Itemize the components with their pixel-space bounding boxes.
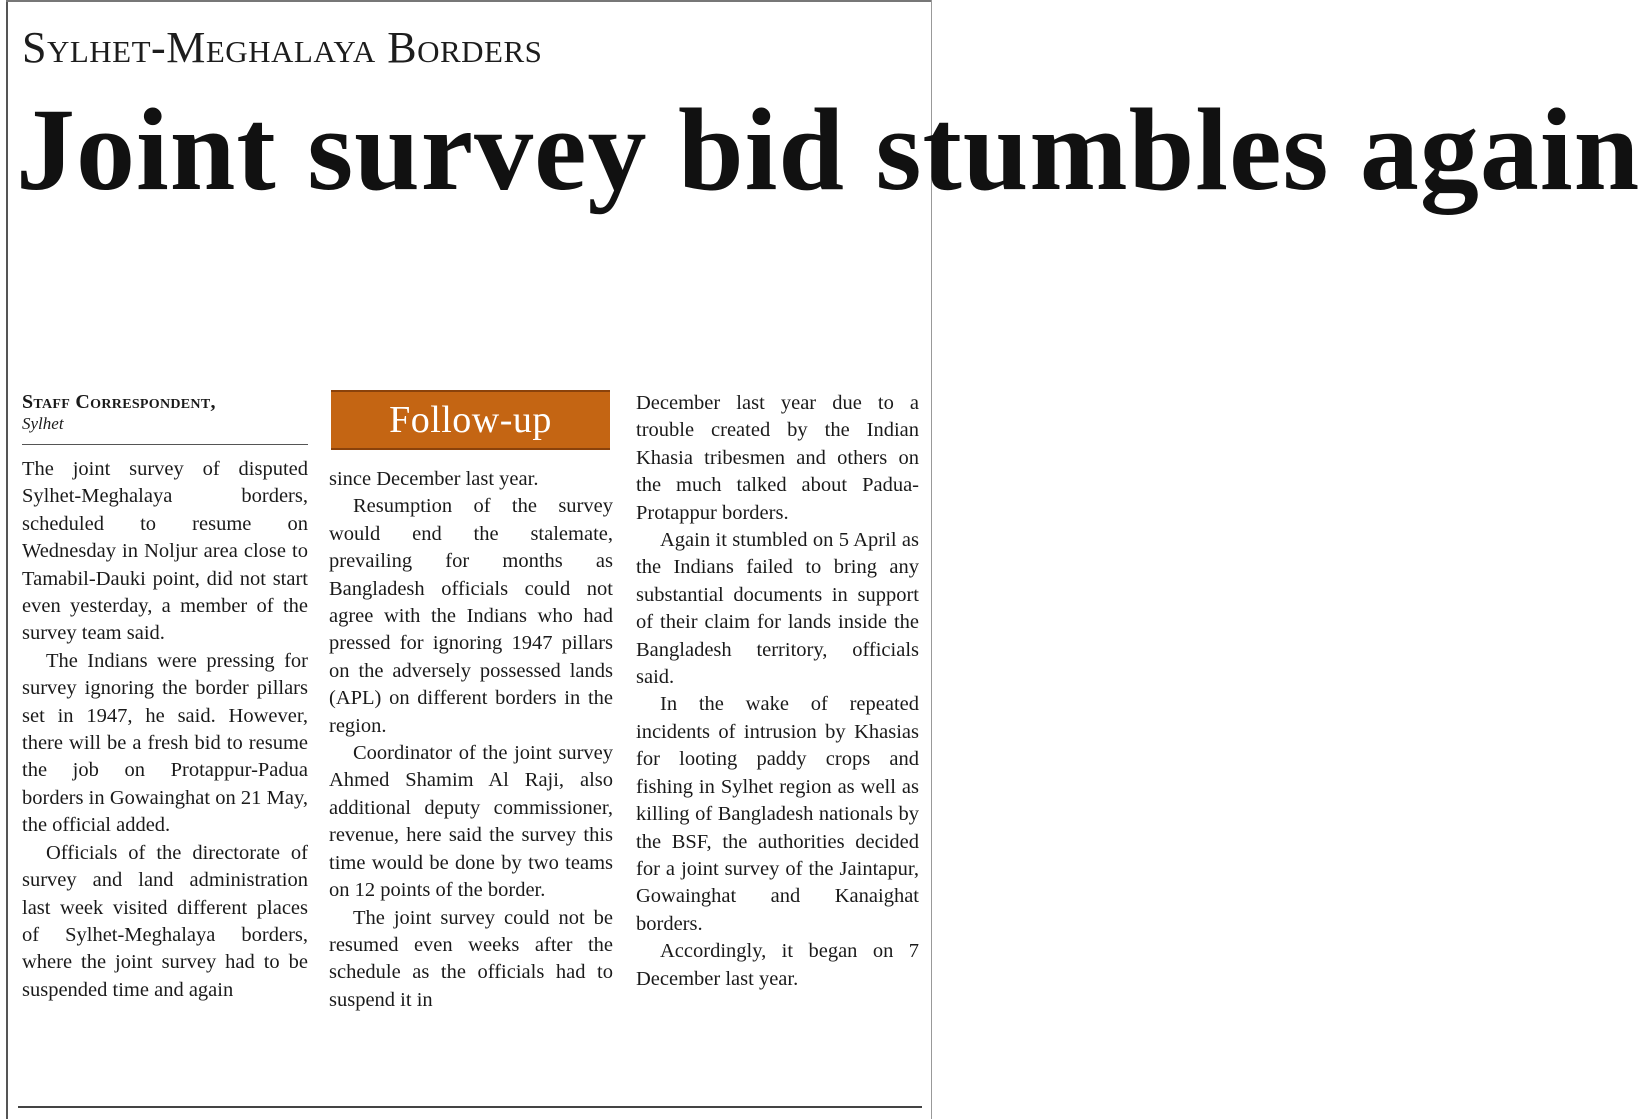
paragraph: The Indians were pressing for survey ignoring the border pillars set in 1947, he said. However, there will be a fresh bid to resume the job on Protappur-Padua borders in Gowainghat on 21 May, the official added. bbox=[22, 649, 308, 837]
paragraph: The joint survey could not be resumed even weeks after the schedule as the officials had to suspend it in bbox=[329, 906, 613, 1011]
paragraph: In the wake of repeated incidents of intrusion by Khasias for looting paddy crops and fishing in Sylhet region as well as killing of Bangladesh nationals by the BSF, the authorities decided for a joint survey of the Jaintapur, Gowainghat and Kanaighat borders. bbox=[636, 693, 919, 935]
byline-location: Sylhet bbox=[22, 414, 64, 433]
left-border-rule bbox=[6, 0, 8, 1119]
headline bbox=[16, 82, 1640, 218]
paragraph: The joint survey of disputed Sylhet-Meghalaya borders, scheduled to resume on Wednesday in Noljur area close to Tamabil-Dauki point, did not start even yesterday, a member of the survey team said. bbox=[22, 458, 308, 645]
byline-name: Staff Correspondent, bbox=[22, 391, 216, 413]
article-column-3 bbox=[636, 390, 919, 993]
article-column-1 bbox=[22, 456, 308, 1004]
kicker: Sylhet-Meghalaya Borders bbox=[22, 23, 543, 72]
paragraph: Again it stumbled on 5 April as the Indians failed to bring any substantial documents in support of their claim for lands inside the Bangladesh territory, officials said. bbox=[636, 529, 919, 689]
top-border-rule bbox=[6, 0, 932, 2]
paragraph: Accordingly, it began on 7 December last year. bbox=[636, 940, 919, 990]
article-column-2 bbox=[329, 466, 613, 1014]
section-label-follow-up: Follow-up bbox=[331, 390, 610, 450]
byline-divider bbox=[22, 444, 308, 445]
bottom-rule bbox=[18, 1106, 922, 1108]
paragraph-continuation: December last year due to a trouble created by the Indian Khasia tribesmen and others on the much talked about Padua-Protappur borders. bbox=[636, 392, 919, 524]
paragraph: Officials of the directorate of survey and land administration last week visited different places of Sylhet-Meghalaya borders, where the joint survey had to be suspended time and again bbox=[22, 841, 308, 1001]
paragraph: Resumption of the survey would end the stalemate, prevailing for months as Bangladesh officials could not agree with the Indians who had pressed for ignoring 1947 pillars on the adversely possessed lands (APL) on different borders in the region. bbox=[329, 495, 613, 737]
headline-text: Joint survey bid stumbles again bbox=[16, 84, 1640, 215]
byline bbox=[22, 390, 216, 434]
paragraph-continuation: since December last year. bbox=[329, 468, 539, 490]
paragraph: Coordinator of the joint survey Ahmed Shamim Al Raji, also additional deputy commissioner, revenue, here said the survey this time would be done by two teams on 12 points of the border. bbox=[329, 742, 613, 902]
